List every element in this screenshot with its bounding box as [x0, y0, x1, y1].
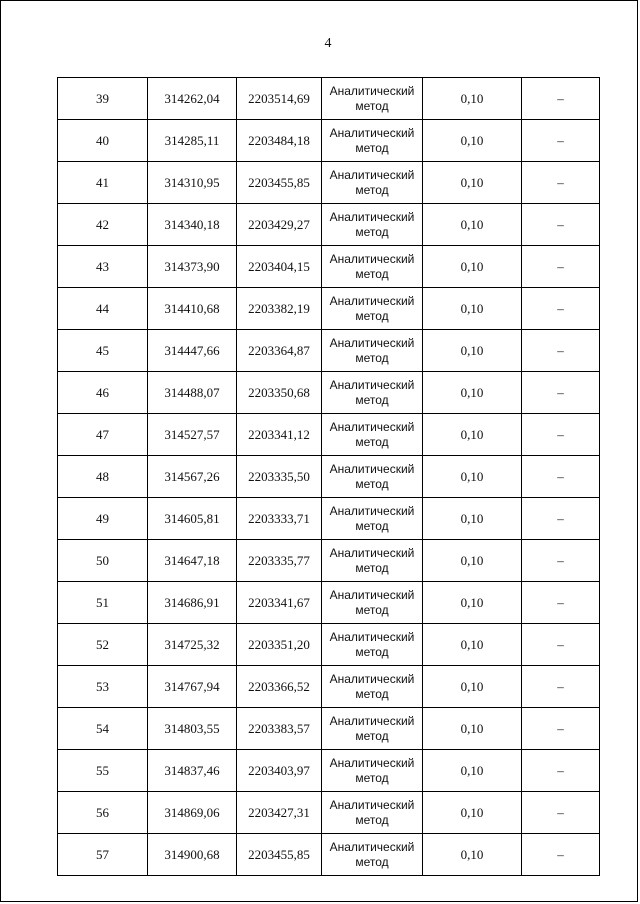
x-coordinate-cell: 314285,11 — [148, 120, 237, 162]
y-coordinate-cell: 2203383,57 — [237, 708, 322, 750]
point-number-cell: 53 — [58, 666, 148, 708]
method-line-2: метод — [355, 813, 389, 827]
accuracy-cell: 0,10 — [423, 750, 522, 792]
accuracy-cell: 0,10 — [423, 372, 522, 414]
method-cell — [322, 498, 423, 540]
point-number-cell: 49 — [58, 498, 148, 540]
x-coordinate-cell: 314686,91 — [148, 582, 237, 624]
y-coordinate-cell: 2203455,85 — [237, 162, 322, 204]
method-line-1: Аналитический — [329, 252, 415, 266]
y-coordinate-cell: 2203341,12 — [237, 414, 322, 456]
x-coordinate-cell: 314373,90 — [148, 246, 237, 288]
note-cell: – — [522, 288, 600, 330]
method-cell — [322, 834, 423, 876]
table-row — [58, 624, 600, 666]
x-coordinate-cell: 314803,55 — [148, 708, 237, 750]
y-coordinate-cell: 2203403,97 — [237, 750, 322, 792]
accuracy-cell: 0,10 — [423, 456, 522, 498]
accuracy-cell: 0,10 — [423, 204, 522, 246]
point-number-cell: 50 — [58, 540, 148, 582]
page-number: 4 — [324, 36, 332, 51]
point-number-cell: 52 — [58, 624, 148, 666]
point-number-cell: 47 — [58, 414, 148, 456]
accuracy-cell: 0,10 — [423, 78, 522, 120]
x-coordinate-cell: 314605,81 — [148, 498, 237, 540]
note-cell: – — [522, 456, 600, 498]
table-row — [58, 540, 600, 582]
x-coordinate-cell: 314900,68 — [148, 834, 237, 876]
method-line-2: метод — [355, 561, 389, 575]
x-coordinate-cell: 314488,07 — [148, 372, 237, 414]
method-cell — [322, 540, 423, 582]
table-row — [58, 414, 600, 456]
y-coordinate-cell: 2203455,85 — [237, 834, 322, 876]
method-cell — [322, 456, 423, 498]
method-line-1: Аналитический — [329, 714, 415, 728]
y-coordinate-cell: 2203484,18 — [237, 120, 322, 162]
note-cell: – — [522, 78, 600, 120]
point-number-cell: 45 — [58, 330, 148, 372]
method-line-2: метод — [355, 729, 389, 743]
y-coordinate-cell: 2203351,20 — [237, 624, 322, 666]
note-cell: – — [522, 708, 600, 750]
method-cell — [322, 750, 423, 792]
note-cell: – — [522, 414, 600, 456]
point-number-cell: 46 — [58, 372, 148, 414]
accuracy-cell: 0,10 — [423, 666, 522, 708]
y-coordinate-cell: 2203364,87 — [237, 330, 322, 372]
method-line-2: метод — [355, 771, 389, 785]
point-number-cell: 44 — [58, 288, 148, 330]
method-cell — [322, 792, 423, 834]
point-number-cell: 57 — [58, 834, 148, 876]
method-line-1: Аналитический — [329, 420, 415, 434]
point-number-cell: 56 — [58, 792, 148, 834]
method-cell — [322, 708, 423, 750]
x-coordinate-cell: 314869,06 — [148, 792, 237, 834]
note-cell: – — [522, 666, 600, 708]
accuracy-cell: 0,10 — [423, 540, 522, 582]
note-cell: – — [522, 246, 600, 288]
method-line-2: метод — [355, 855, 389, 869]
method-line-2: метод — [355, 477, 389, 491]
method-line-2: метод — [355, 267, 389, 281]
accuracy-cell: 0,10 — [423, 792, 522, 834]
method-line-1: Аналитический — [329, 840, 415, 854]
method-line-1: Аналитический — [329, 588, 415, 602]
y-coordinate-cell: 2203350,68 — [237, 372, 322, 414]
x-coordinate-cell: 314567,26 — [148, 456, 237, 498]
method-cell — [322, 204, 423, 246]
method-line-1: Аналитический — [329, 672, 415, 686]
accuracy-cell: 0,10 — [423, 162, 522, 204]
method-line-1: Аналитический — [329, 546, 415, 560]
y-coordinate-cell: 2203404,15 — [237, 246, 322, 288]
method-cell — [322, 372, 423, 414]
method-line-1: Аналитический — [329, 504, 415, 518]
x-coordinate-cell: 314340,18 — [148, 204, 237, 246]
method-line-1: Аналитический — [329, 378, 415, 392]
accuracy-cell: 0,10 — [423, 288, 522, 330]
table-row — [58, 162, 600, 204]
method-cell — [322, 624, 423, 666]
accuracy-cell: 0,10 — [423, 330, 522, 372]
method-line-1: Аналитический — [329, 756, 415, 770]
note-cell: – — [522, 624, 600, 666]
table-row — [58, 372, 600, 414]
accuracy-cell: 0,10 — [423, 120, 522, 162]
method-line-2: метод — [355, 393, 389, 407]
table-row — [58, 78, 600, 120]
accuracy-cell: 0,10 — [423, 582, 522, 624]
point-number-cell: 41 — [58, 162, 148, 204]
x-coordinate-cell: 314647,18 — [148, 540, 237, 582]
x-coordinate-cell: 314527,57 — [148, 414, 237, 456]
x-coordinate-cell: 314310,95 — [148, 162, 237, 204]
method-cell — [322, 288, 423, 330]
note-cell: – — [522, 120, 600, 162]
accuracy-cell: 0,10 — [423, 498, 522, 540]
table-row — [58, 498, 600, 540]
table-row — [58, 792, 600, 834]
method-line-2: метод — [355, 687, 389, 701]
method-line-1: Аналитический — [329, 462, 415, 476]
table-row — [58, 750, 600, 792]
x-coordinate-cell: 314410,68 — [148, 288, 237, 330]
coordinates-table — [57, 77, 600, 876]
table-row — [58, 120, 600, 162]
point-number-cell: 40 — [58, 120, 148, 162]
method-line-1: Аналитический — [329, 84, 415, 98]
method-line-2: метод — [355, 435, 389, 449]
accuracy-cell: 0,10 — [423, 624, 522, 666]
method-line-1: Аналитический — [329, 294, 415, 308]
y-coordinate-cell: 2203429,27 — [237, 204, 322, 246]
method-line-1: Аналитический — [329, 210, 415, 224]
table-row — [58, 330, 600, 372]
method-line-1: Аналитический — [329, 168, 415, 182]
method-line-1: Аналитический — [329, 336, 415, 350]
note-cell: – — [522, 750, 600, 792]
y-coordinate-cell: 2203335,77 — [237, 540, 322, 582]
table-row — [58, 834, 600, 876]
accuracy-cell: 0,10 — [423, 708, 522, 750]
accuracy-cell: 0,10 — [423, 246, 522, 288]
point-number-cell: 54 — [58, 708, 148, 750]
method-line-2: метод — [355, 183, 389, 197]
method-cell — [322, 330, 423, 372]
x-coordinate-cell: 314725,32 — [148, 624, 237, 666]
table-row — [58, 288, 600, 330]
method-cell — [322, 582, 423, 624]
point-number-cell: 42 — [58, 204, 148, 246]
method-line-2: метод — [355, 141, 389, 155]
note-cell: – — [522, 372, 600, 414]
y-coordinate-cell: 2203341,67 — [237, 582, 322, 624]
note-cell: – — [522, 498, 600, 540]
note-cell: – — [522, 330, 600, 372]
point-number-cell: 51 — [58, 582, 148, 624]
method-line-1: Аналитический — [329, 630, 415, 644]
x-coordinate-cell: 314837,46 — [148, 750, 237, 792]
point-number-cell: 55 — [58, 750, 148, 792]
point-number-cell: 43 — [58, 246, 148, 288]
method-line-2: метод — [355, 645, 389, 659]
table-row — [58, 582, 600, 624]
note-cell: – — [522, 582, 600, 624]
table-row — [58, 666, 600, 708]
x-coordinate-cell: 314447,66 — [148, 330, 237, 372]
note-cell: – — [522, 792, 600, 834]
note-cell: – — [522, 162, 600, 204]
point-number-cell: 39 — [58, 78, 148, 120]
x-coordinate-cell: 314262,04 — [148, 78, 237, 120]
y-coordinate-cell: 2203366,52 — [237, 666, 322, 708]
method-line-1: Аналитический — [329, 126, 415, 140]
method-cell — [322, 78, 423, 120]
y-coordinate-cell: 2203335,50 — [237, 456, 322, 498]
y-coordinate-cell: 2203427,31 — [237, 792, 322, 834]
table-row — [58, 246, 600, 288]
method-line-2: метод — [355, 519, 389, 533]
method-line-2: метод — [355, 351, 389, 365]
method-cell — [322, 666, 423, 708]
method-cell — [322, 414, 423, 456]
table-row — [58, 456, 600, 498]
method-cell — [322, 120, 423, 162]
method-line-2: метод — [355, 99, 389, 113]
x-coordinate-cell: 314767,94 — [148, 666, 237, 708]
method-line-2: метод — [355, 225, 389, 239]
y-coordinate-cell: 2203514,69 — [237, 78, 322, 120]
accuracy-cell: 0,10 — [423, 414, 522, 456]
method-cell — [322, 246, 423, 288]
note-cell: – — [522, 540, 600, 582]
method-line-2: метод — [355, 603, 389, 617]
table-row — [58, 204, 600, 246]
table-row — [58, 708, 600, 750]
method-line-1: Аналитический — [329, 798, 415, 812]
method-line-2: метод — [355, 309, 389, 323]
accuracy-cell: 0,10 — [423, 834, 522, 876]
note-cell: – — [522, 204, 600, 246]
method-cell — [322, 162, 423, 204]
note-cell: – — [522, 834, 600, 876]
y-coordinate-cell: 2203382,19 — [237, 288, 322, 330]
y-coordinate-cell: 2203333,71 — [237, 498, 322, 540]
point-number-cell: 48 — [58, 456, 148, 498]
